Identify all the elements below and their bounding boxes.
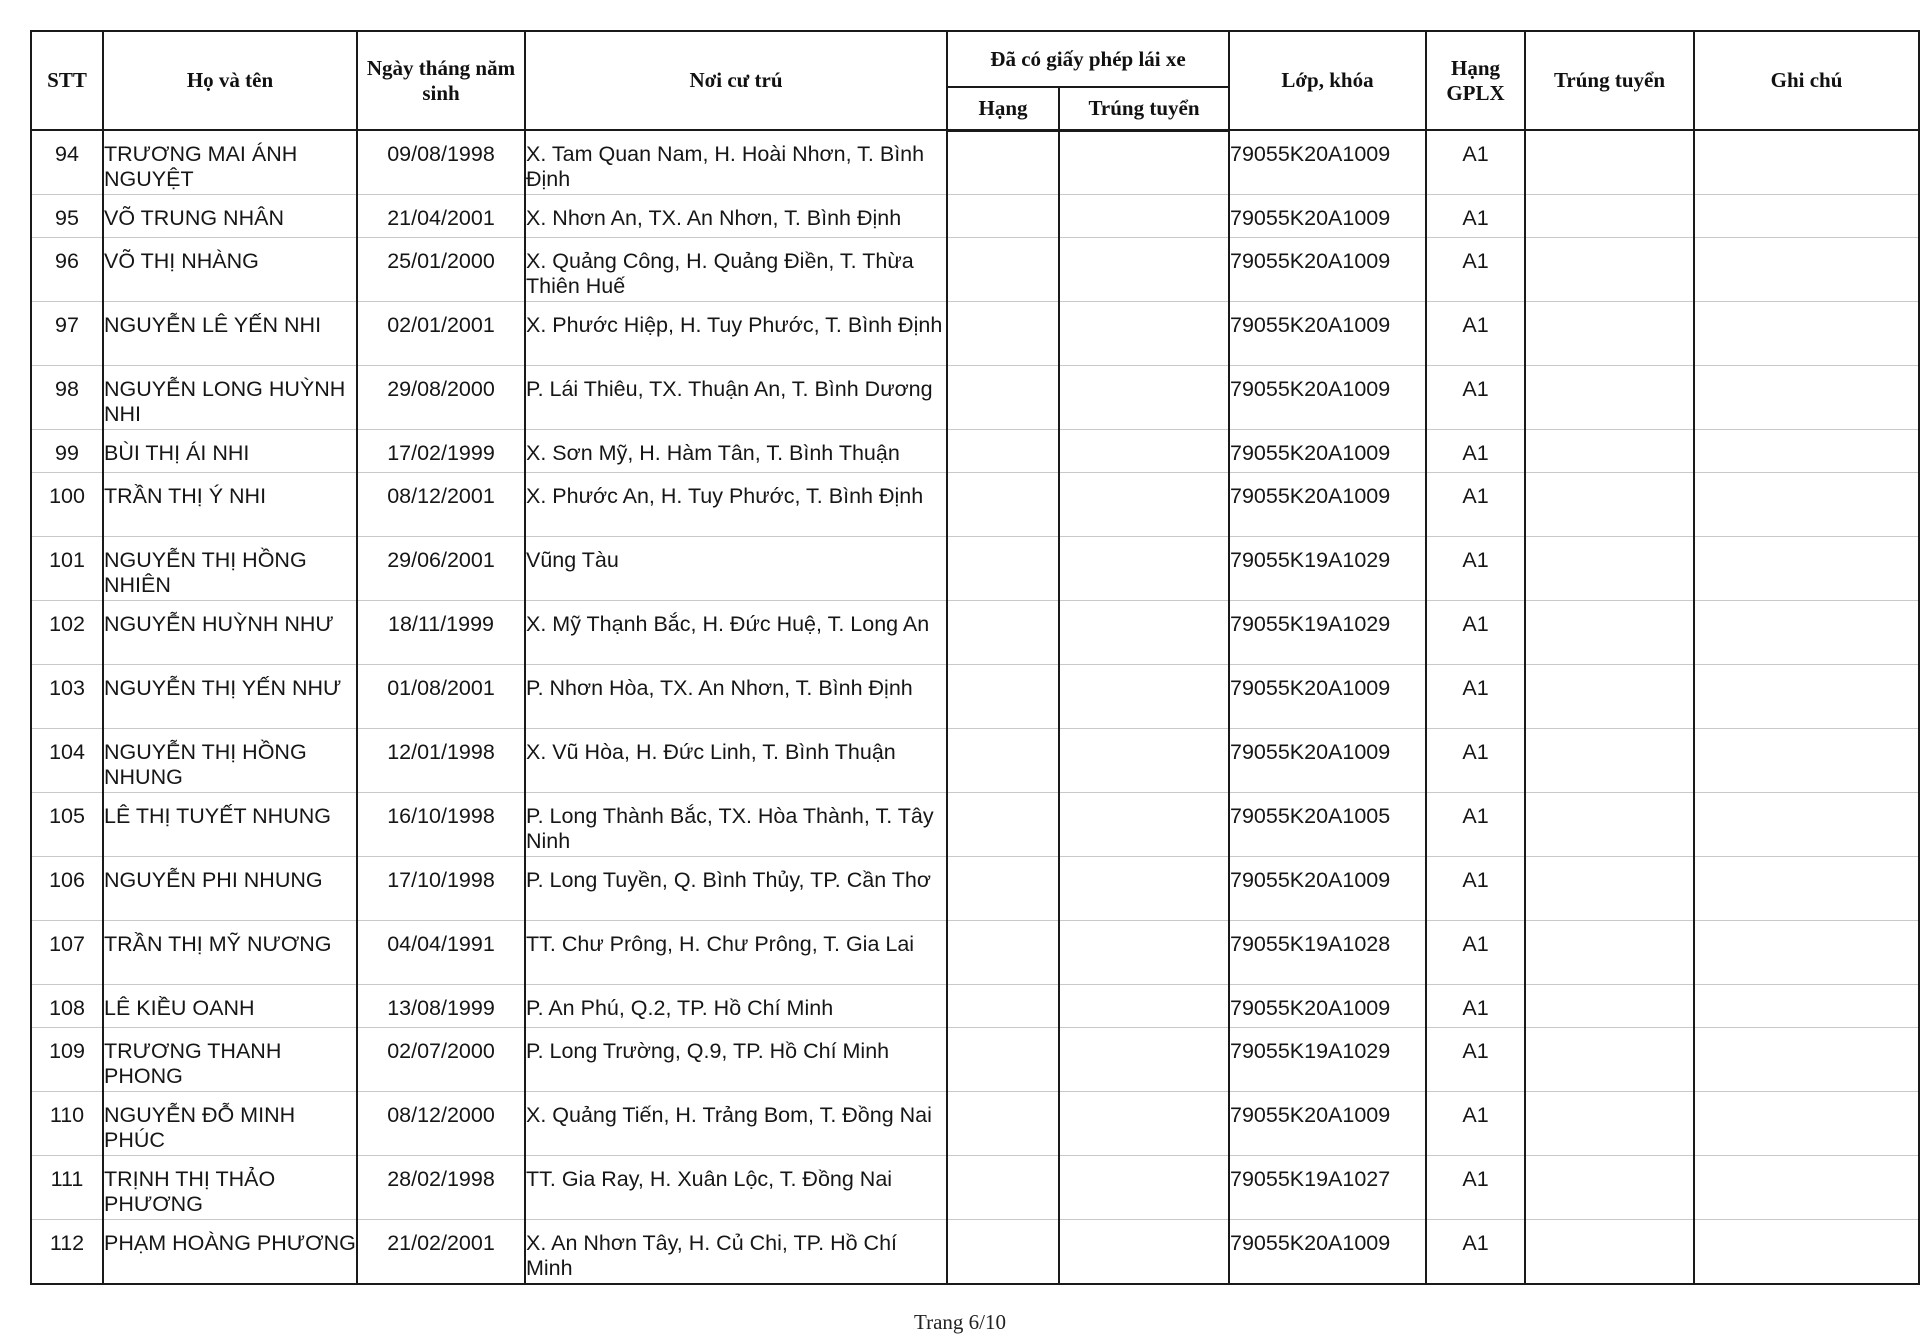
cell-class-course: 79055K20A1009	[1229, 366, 1426, 430]
table-row	[31, 1220, 1919, 1285]
cell-existing-admitted	[1059, 130, 1229, 195]
cell-existing-admitted	[1059, 1092, 1229, 1156]
cell-full-name: NGUYỄN LÊ YẾN NHI	[103, 302, 357, 366]
cell-class-course: 79055K20A1009	[1229, 130, 1426, 195]
cell-residence: P. Long Tuyền, Q. Bình Thủy, TP. Cần Thơ	[525, 857, 947, 921]
cell-notes	[1694, 985, 1919, 1028]
cell-existing-rank	[947, 537, 1059, 601]
cell-admitted	[1525, 985, 1694, 1028]
cell-existing-admitted	[1059, 1220, 1229, 1285]
cell-existing-rank	[947, 1092, 1059, 1156]
cell-notes	[1694, 793, 1919, 857]
cell-existing-rank	[947, 1156, 1059, 1220]
cell-stt: 106	[31, 857, 103, 921]
cell-date-of-birth: 29/06/2001	[357, 537, 525, 601]
cell-existing-admitted	[1059, 601, 1229, 665]
cell-stt: 96	[31, 238, 103, 302]
cell-license-rank: A1	[1426, 1220, 1525, 1285]
table-row	[31, 537, 1919, 601]
cell-notes	[1694, 430, 1919, 473]
cell-full-name: VÕ TRUNG NHÂN	[103, 195, 357, 238]
table-row	[31, 1092, 1919, 1156]
cell-date-of-birth: 12/01/1998	[357, 729, 525, 793]
cell-admitted	[1525, 473, 1694, 537]
cell-existing-rank	[947, 302, 1059, 366]
cell-existing-rank	[947, 238, 1059, 302]
cell-date-of-birth: 02/01/2001	[357, 302, 525, 366]
cell-stt: 97	[31, 302, 103, 366]
cell-class-course: 79055K19A1027	[1229, 1156, 1426, 1220]
cell-class-course: 79055K20A1009	[1229, 1092, 1426, 1156]
cell-stt: 111	[31, 1156, 103, 1220]
cell-residence: X. Quảng Tiến, H. Trảng Bom, T. Đồng Nai	[525, 1092, 947, 1156]
cell-residence: X. Nhơn An, TX. An Nhơn, T. Bình Định	[525, 195, 947, 238]
cell-full-name: BÙI THỊ ÁI NHI	[103, 430, 357, 473]
cell-notes	[1694, 857, 1919, 921]
cell-existing-admitted	[1059, 537, 1229, 601]
cell-license-rank: A1	[1426, 921, 1525, 985]
cell-residence: P. An Phú, Q.2, TP. Hồ Chí Minh	[525, 985, 947, 1028]
cell-license-rank: A1	[1426, 985, 1525, 1028]
cell-stt: 98	[31, 366, 103, 430]
table-row	[31, 601, 1919, 665]
cell-date-of-birth: 21/02/2001	[357, 1220, 525, 1285]
table-row	[31, 857, 1919, 921]
cell-notes	[1694, 473, 1919, 537]
cell-full-name: NGUYỄN LONG HUỲNH NHI	[103, 366, 357, 430]
table-row	[31, 366, 1919, 430]
cell-admitted	[1525, 1028, 1694, 1092]
cell-existing-admitted	[1059, 921, 1229, 985]
cell-residence: X. Quảng Công, H. Quảng Điền, T. Thừa Thiên Huế	[525, 238, 947, 302]
cell-notes	[1694, 1220, 1919, 1285]
cell-admitted	[1525, 195, 1694, 238]
cell-license-rank: A1	[1426, 130, 1525, 195]
cell-existing-admitted	[1059, 729, 1229, 793]
page-number: Trang 6/10	[914, 1310, 1006, 1334]
header-notes: Ghi chú	[1694, 31, 1919, 130]
cell-stt: 95	[31, 195, 103, 238]
cell-license-rank: A1	[1426, 195, 1525, 238]
cell-class-course: 79055K20A1009	[1229, 430, 1426, 473]
cell-stt: 100	[31, 473, 103, 537]
header-residence: Nơi cư trú	[525, 31, 947, 130]
header-full-name: Họ và tên	[103, 31, 357, 130]
cell-existing-admitted	[1059, 857, 1229, 921]
cell-notes	[1694, 665, 1919, 729]
cell-residence: X. Mỹ Thạnh Bắc, H. Đức Huệ, T. Long An	[525, 601, 947, 665]
cell-notes	[1694, 921, 1919, 985]
cell-notes	[1694, 130, 1919, 195]
cell-class-course: 79055K20A1009	[1229, 1220, 1426, 1285]
table-body	[31, 130, 1919, 1284]
cell-existing-admitted	[1059, 985, 1229, 1028]
cell-admitted	[1525, 601, 1694, 665]
cell-full-name: TRƯƠNG MAI ÁNH NGUYỆT	[103, 130, 357, 195]
cell-class-course: 79055K20A1009	[1229, 302, 1426, 366]
cell-date-of-birth: 17/10/1998	[357, 857, 525, 921]
cell-existing-rank	[947, 366, 1059, 430]
cell-license-rank: A1	[1426, 857, 1525, 921]
cell-existing-rank	[947, 195, 1059, 238]
header-existing-rank: Hạng	[947, 87, 1059, 130]
cell-stt: 105	[31, 793, 103, 857]
cell-class-course: 79055K20A1009	[1229, 238, 1426, 302]
cell-full-name: TRẦN THỊ Ý NHI	[103, 473, 357, 537]
cell-residence: X. Vũ Hòa, H. Đức Linh, T. Bình Thuận	[525, 729, 947, 793]
cell-license-rank: A1	[1426, 238, 1525, 302]
cell-residence: X. Sơn Mỹ, H. Hàm Tân, T. Bình Thuận	[525, 430, 947, 473]
cell-class-course: 79055K20A1009	[1229, 857, 1426, 921]
cell-class-course: 79055K20A1009	[1229, 985, 1426, 1028]
cell-full-name: VÕ THỊ NHÀNG	[103, 238, 357, 302]
cell-full-name: NGUYỄN ĐỖ MINH PHÚC	[103, 1092, 357, 1156]
cell-license-rank: A1	[1426, 302, 1525, 366]
cell-date-of-birth: 28/02/1998	[357, 1156, 525, 1220]
cell-full-name: LÊ KIỀU OANH	[103, 985, 357, 1028]
cell-stt: 108	[31, 985, 103, 1028]
table-row	[31, 302, 1919, 366]
cell-residence: P. Long Thành Bắc, TX. Hòa Thành, T. Tây Ninh	[525, 793, 947, 857]
cell-notes	[1694, 1156, 1919, 1220]
cell-existing-admitted	[1059, 1028, 1229, 1092]
cell-stt: 109	[31, 1028, 103, 1092]
cell-license-rank: A1	[1426, 473, 1525, 537]
header-existing-admitted: Trúng tuyển	[1059, 87, 1229, 130]
cell-date-of-birth: 17/02/1999	[357, 430, 525, 473]
cell-stt: 110	[31, 1092, 103, 1156]
table-row	[31, 1028, 1919, 1092]
cell-admitted	[1525, 1220, 1694, 1285]
table-row	[31, 430, 1919, 473]
cell-date-of-birth: 08/12/2001	[357, 473, 525, 537]
cell-admitted	[1525, 857, 1694, 921]
cell-residence: TT. Chư Prông, H. Chư Prông, T. Gia Lai	[525, 921, 947, 985]
cell-class-course: 79055K20A1009	[1229, 665, 1426, 729]
cell-notes	[1694, 238, 1919, 302]
cell-date-of-birth: 04/04/1991	[357, 921, 525, 985]
cell-date-of-birth: 02/07/2000	[357, 1028, 525, 1092]
cell-full-name: NGUYỄN THỊ HỒNG NHUNG	[103, 729, 357, 793]
cell-license-rank: A1	[1426, 665, 1525, 729]
cell-admitted	[1525, 366, 1694, 430]
cell-date-of-birth: 16/10/1998	[357, 793, 525, 857]
table-row	[31, 729, 1919, 793]
header-admitted: Trúng tuyển	[1525, 31, 1694, 130]
cell-full-name: LÊ THỊ TUYẾT NHUNG	[103, 793, 357, 857]
cell-date-of-birth: 25/01/2000	[357, 238, 525, 302]
cell-class-course: 79055K19A1029	[1229, 1028, 1426, 1092]
table-row	[31, 793, 1919, 857]
cell-existing-admitted	[1059, 1156, 1229, 1220]
cell-license-rank: A1	[1426, 1156, 1525, 1220]
cell-admitted	[1525, 921, 1694, 985]
cell-stt: 101	[31, 537, 103, 601]
cell-date-of-birth: 13/08/1999	[357, 985, 525, 1028]
cell-stt: 94	[31, 130, 103, 195]
cell-admitted	[1525, 1092, 1694, 1156]
cell-license-rank: A1	[1426, 537, 1525, 601]
cell-notes	[1694, 366, 1919, 430]
cell-admitted	[1525, 430, 1694, 473]
cell-full-name: PHẠM HOÀNG PHƯƠNG	[103, 1220, 357, 1285]
table-row	[31, 473, 1919, 537]
cell-stt: 102	[31, 601, 103, 665]
cell-class-course: 79055K19A1029	[1229, 601, 1426, 665]
header-class-course: Lớp, khóa	[1229, 31, 1426, 130]
cell-admitted	[1525, 665, 1694, 729]
cell-class-course: 79055K19A1028	[1229, 921, 1426, 985]
cell-existing-admitted	[1059, 430, 1229, 473]
cell-residence: TT. Gia Ray, H. Xuân Lộc, T. Đồng Nai	[525, 1156, 947, 1220]
cell-stt: 107	[31, 921, 103, 985]
cell-notes	[1694, 601, 1919, 665]
cell-date-of-birth: 01/08/2001	[357, 665, 525, 729]
cell-existing-rank	[947, 729, 1059, 793]
cell-residence: X. An Nhơn Tây, H. Củ Chi, TP. Hồ Chí Minh	[525, 1220, 947, 1285]
cell-stt: 103	[31, 665, 103, 729]
cell-existing-admitted	[1059, 238, 1229, 302]
cell-date-of-birth: 29/08/2000	[357, 366, 525, 430]
cell-license-rank: A1	[1426, 601, 1525, 665]
table-row	[31, 130, 1919, 195]
cell-class-course: 79055K19A1029	[1229, 537, 1426, 601]
cell-residence: Vũng Tàu	[525, 537, 947, 601]
cell-stt: 104	[31, 729, 103, 793]
cell-notes	[1694, 537, 1919, 601]
cell-admitted	[1525, 238, 1694, 302]
table-row	[31, 238, 1919, 302]
cell-date-of-birth: 08/12/2000	[357, 1092, 525, 1156]
cell-admitted	[1525, 793, 1694, 857]
cell-notes	[1694, 302, 1919, 366]
cell-notes	[1694, 729, 1919, 793]
cell-date-of-birth: 21/04/2001	[357, 195, 525, 238]
cell-license-rank: A1	[1426, 1092, 1525, 1156]
cell-residence: P. Lái Thiêu, TX. Thuận An, T. Bình Dương	[525, 366, 947, 430]
cell-license-rank: A1	[1426, 430, 1525, 473]
table-header	[31, 31, 1919, 130]
cell-existing-admitted	[1059, 195, 1229, 238]
header-date-of-birth: Ngày tháng năm sinh	[357, 31, 525, 130]
cell-notes	[1694, 1028, 1919, 1092]
cell-full-name: NGUYỄN HUỲNH NHƯ	[103, 601, 357, 665]
cell-admitted	[1525, 130, 1694, 195]
header-existing-license: Đã có giấy phép lái xe	[947, 31, 1229, 87]
cell-existing-rank	[947, 921, 1059, 985]
cell-license-rank: A1	[1426, 366, 1525, 430]
cell-existing-rank	[947, 1220, 1059, 1285]
cell-full-name: NGUYỄN THỊ HỒNG NHIÊN	[103, 537, 357, 601]
cell-class-course: 79055K20A1005	[1229, 793, 1426, 857]
cell-full-name: TRỊNH THỊ THẢO PHƯƠNG	[103, 1156, 357, 1220]
cell-residence: X. Phước An, H. Tuy Phước, T. Bình Định	[525, 473, 947, 537]
header-stt: STT	[31, 31, 103, 130]
table-row	[31, 1156, 1919, 1220]
cell-stt: 112	[31, 1220, 103, 1285]
cell-class-course: 79055K20A1009	[1229, 195, 1426, 238]
cell-residence: X. Phước Hiệp, H. Tuy Phước, T. Bình Định	[525, 302, 947, 366]
cell-existing-admitted	[1059, 366, 1229, 430]
cell-full-name: TRƯƠNG THANH PHONG	[103, 1028, 357, 1092]
header-license-rank: Hạng GPLX	[1426, 31, 1525, 130]
cell-notes	[1694, 1092, 1919, 1156]
cell-existing-rank	[947, 473, 1059, 537]
cell-residence: X. Tam Quan Nam, H. Hoài Nhơn, T. Bình Định	[525, 130, 947, 195]
cell-admitted	[1525, 729, 1694, 793]
cell-notes	[1694, 195, 1919, 238]
cell-existing-rank	[947, 665, 1059, 729]
cell-license-rank: A1	[1426, 793, 1525, 857]
cell-existing-admitted	[1059, 793, 1229, 857]
cell-existing-rank	[947, 1028, 1059, 1092]
table-row	[31, 195, 1919, 238]
cell-full-name: TRẦN THỊ MỸ NƯƠNG	[103, 921, 357, 985]
table-row	[31, 921, 1919, 985]
cell-stt: 99	[31, 430, 103, 473]
table-row	[31, 665, 1919, 729]
cell-full-name: NGUYỄN PHI NHUNG	[103, 857, 357, 921]
cell-class-course: 79055K20A1009	[1229, 473, 1426, 537]
cell-existing-rank	[947, 130, 1059, 195]
cell-existing-rank	[947, 430, 1059, 473]
cell-admitted	[1525, 537, 1694, 601]
cell-admitted	[1525, 1156, 1694, 1220]
cell-full-name: NGUYỄN THỊ YẾN NHƯ	[103, 665, 357, 729]
cell-existing-admitted	[1059, 302, 1229, 366]
student-roster-table	[30, 30, 1920, 1285]
cell-residence: P. Nhơn Hòa, TX. An Nhơn, T. Bình Định	[525, 665, 947, 729]
cell-admitted	[1525, 302, 1694, 366]
cell-class-course: 79055K20A1009	[1229, 729, 1426, 793]
cell-date-of-birth: 09/08/1998	[357, 130, 525, 195]
cell-existing-rank	[947, 793, 1059, 857]
cell-existing-rank	[947, 601, 1059, 665]
table-row	[31, 985, 1919, 1028]
cell-existing-rank	[947, 985, 1059, 1028]
cell-existing-admitted	[1059, 665, 1229, 729]
cell-existing-rank	[947, 857, 1059, 921]
cell-residence: P. Long Trường, Q.9, TP. Hồ Chí Minh	[525, 1028, 947, 1092]
cell-date-of-birth: 18/11/1999	[357, 601, 525, 665]
cell-license-rank: A1	[1426, 1028, 1525, 1092]
cell-license-rank: A1	[1426, 729, 1525, 793]
cell-existing-admitted	[1059, 473, 1229, 537]
